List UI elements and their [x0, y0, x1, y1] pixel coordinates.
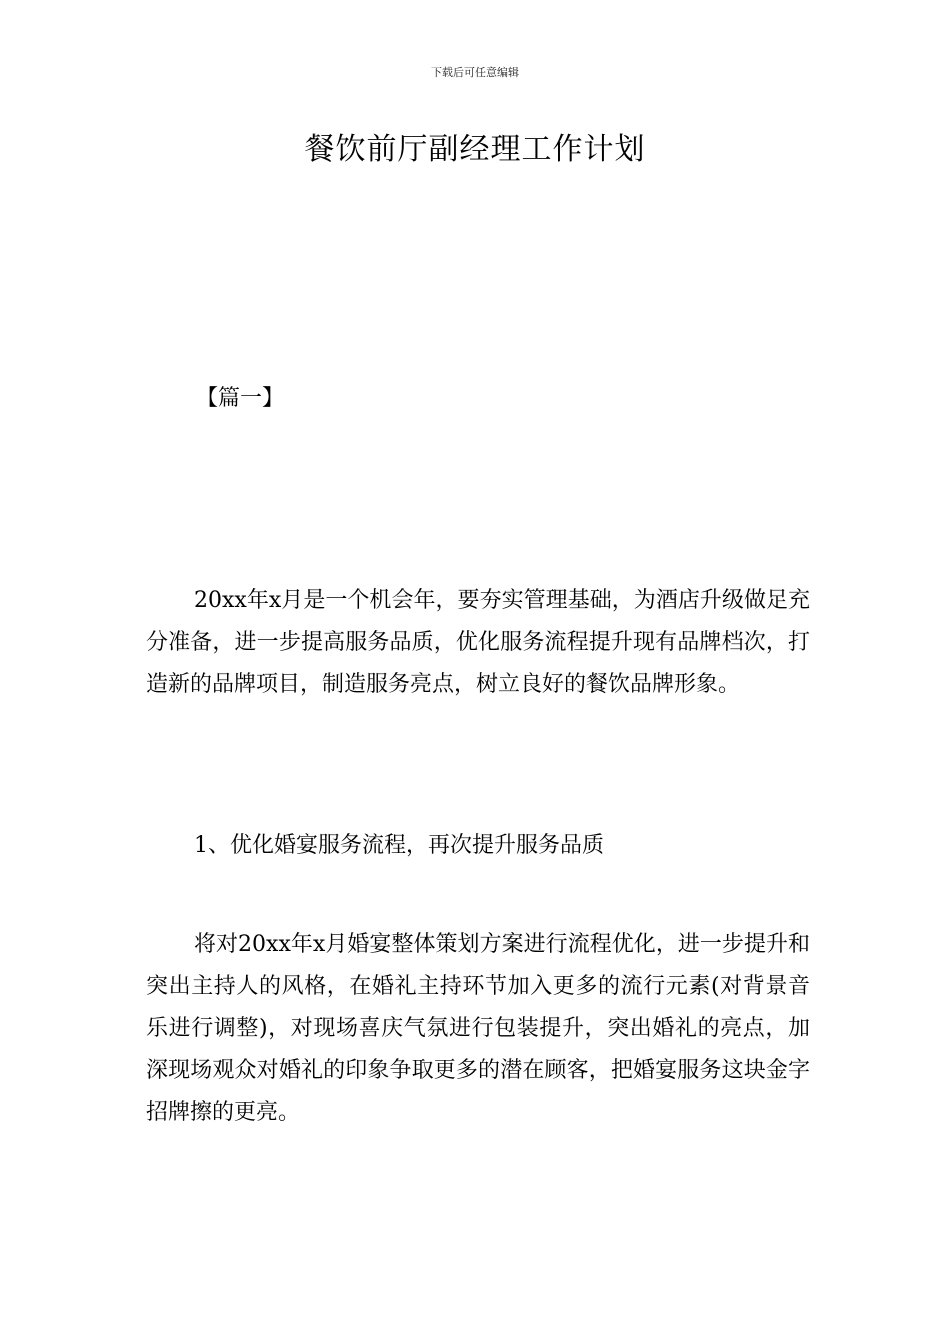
paragraph-wedding-plan: 将对20xx年x月婚宴整体策划方案进行流程优化，进一步提升和突出主持人的风格，在婚礼主持环节加入更多的流行元素(对背景音乐进行调整)，对现场喜庆气氛进行包装提升，突出婚礼的亮点，加深现场观众对婚礼的印象争取更多的潜在顾客，把婚宴服务这块金字招牌擦的更亮。: [146, 932, 810, 1125]
paragraph-intro: 20xx年x月是一个机会年，要夯实管理基础，为酒店升级做足充分准备，进一步提高服务品质，优化服务流程提升现有品牌档次，打造新的品牌项目，制造服务亮点，树立良好的餐饮品牌形象。: [146, 588, 810, 697]
paragraph-heading-1: 1、优化婚宴服务流程，再次提升服务品质: [194, 833, 604, 858]
section-label: 【篇一】: [196, 386, 285, 411]
header-note: 下载后可任意编辑: [431, 66, 519, 79]
document-title: 餐饮前厅副经理工作计划: [304, 132, 646, 167]
